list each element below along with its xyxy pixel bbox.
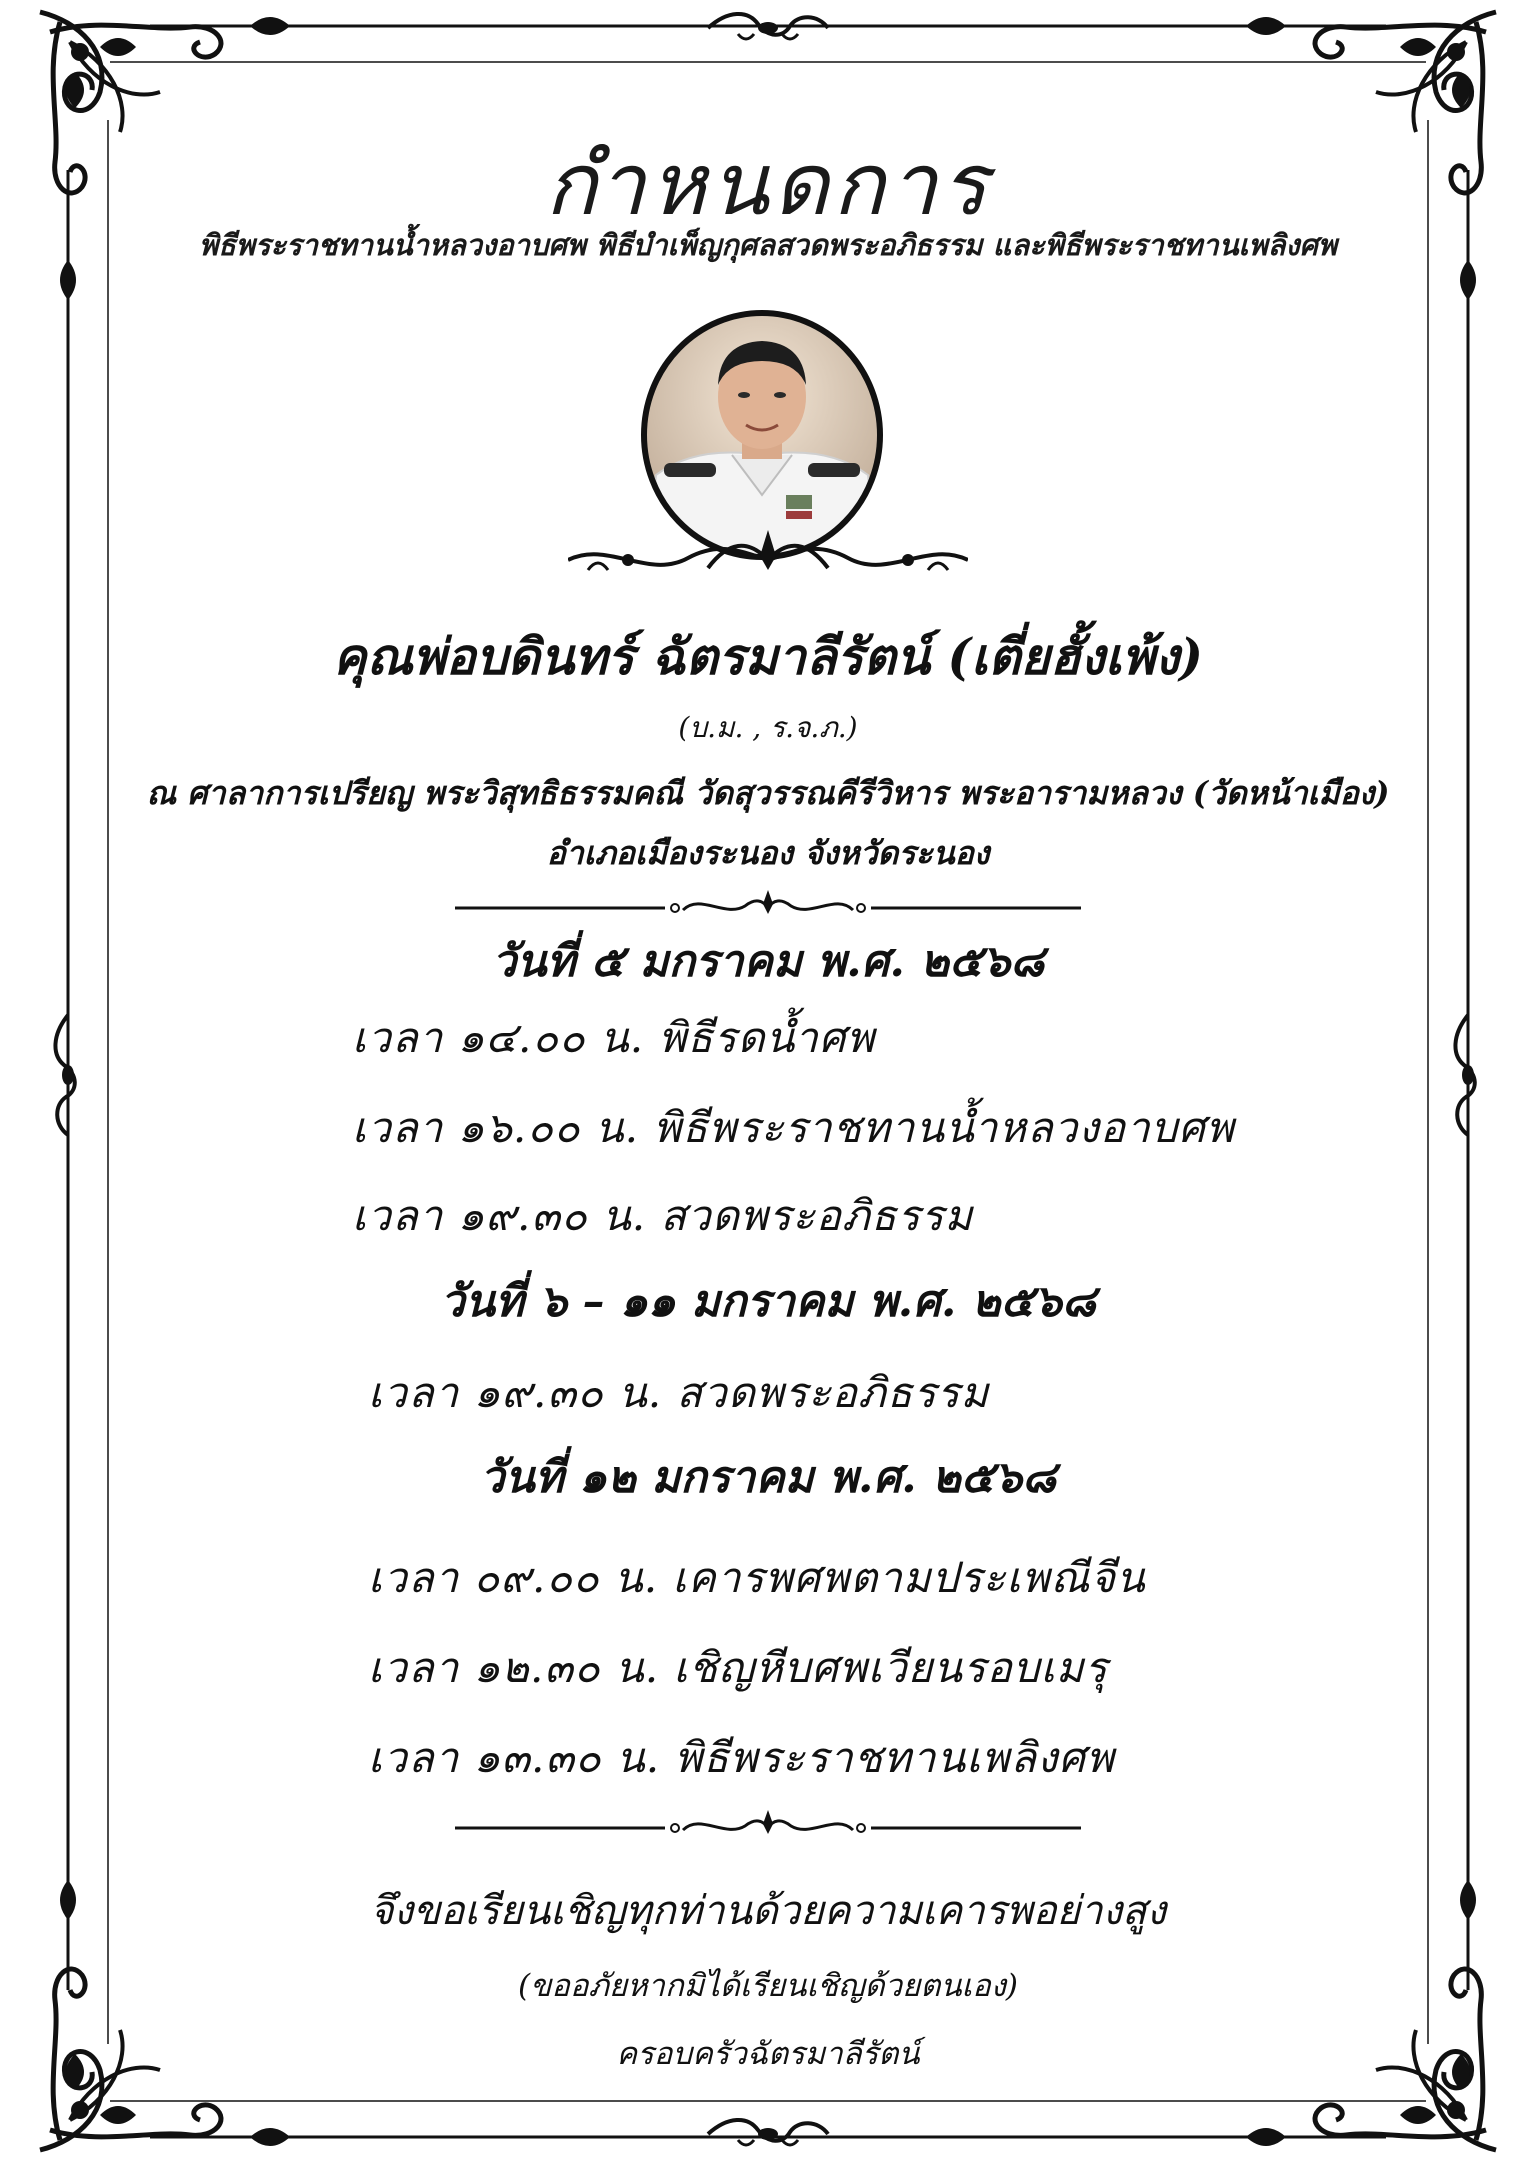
schedule-date-1: วันที่ ๕ มกราคม พ.ศ. ๒๕๖๘ xyxy=(491,936,1045,987)
ceremony-subtitle: พิธีพระราชทานน้ำหลวงอาบศพ พิธีบำเพ็ญกุศลสวดพระอภิธรรม และพิธีพระราชทานเพลิงศพ xyxy=(198,228,1338,262)
schedule-date-3: วันที่ ๑๒ มกราคม พ.ศ. ๒๕๖๘ xyxy=(479,1452,1057,1503)
schedule-event: เวลา ๑๓.๓๐ น. พิธีพระราชทานเพลิงศพ xyxy=(368,1733,1115,1782)
schedule-event: เวลา ๑๖.๐๐ น. พิธีพระราชทานน้ำหลวงอาบศพ xyxy=(352,1103,1235,1152)
schedule-date-2: วันที่ ๖ – ๑๑ มกราคม พ.ศ. ๒๕๖๘ xyxy=(440,1276,1096,1327)
schedule-event: เวลา ๑๒.๓๐ น. เชิญหีบศพเวียนรอบเมรุ xyxy=(368,1643,1109,1692)
venue-line-1: ณ ศาลาการเปรียญ พระวิสุทธิธรรมคณี วัดสุวรรณคีรีวิหาร พระอารามหลวง (วัดหน้าเมือง) xyxy=(146,774,1390,812)
closing-invitation: จึงขอเรียนเชิญทุกท่านด้วยความเคารพอย่างสูง xyxy=(370,1888,1166,1934)
schedule-event: เวลา ๑๙.๓๐ น. สวดพระอภิธรรม xyxy=(352,1191,974,1240)
page-title: กำหนดการ xyxy=(544,135,992,235)
schedule-event: เวลา ๐๙.๐๐ น. เคารพศพตามประเพณีจีน xyxy=(368,1553,1146,1602)
section-divider-bottom xyxy=(455,1808,1081,1848)
section-divider-top xyxy=(455,888,1081,928)
decorations-text: (บ.ม. , ร.จ.ภ.) xyxy=(678,711,858,744)
deceased-name: คุณพ่อบดินทร์ ฉัตรมาลีรัตน์ (เตี่ยฮั้งเพ้ง) xyxy=(333,627,1203,686)
portrait-ornament xyxy=(568,520,968,590)
apology-note: (ขออภัยหากมิได้เรียนเชิญด้วยตนเอง) xyxy=(517,1968,1018,2004)
schedule-event: เวลา ๑๔.๐๐ น. พิธีรดน้ำศพ xyxy=(352,1013,876,1062)
schedule-event: เวลา ๑๙.๓๐ น. สวดพระอภิธรรม xyxy=(368,1368,990,1417)
family-signature: ครอบครัวฉัตรมาลีรัตน์ xyxy=(616,2036,920,2072)
venue-line-2: อำเภอเมืองระนอง จังหวัดระนอง xyxy=(546,834,990,872)
